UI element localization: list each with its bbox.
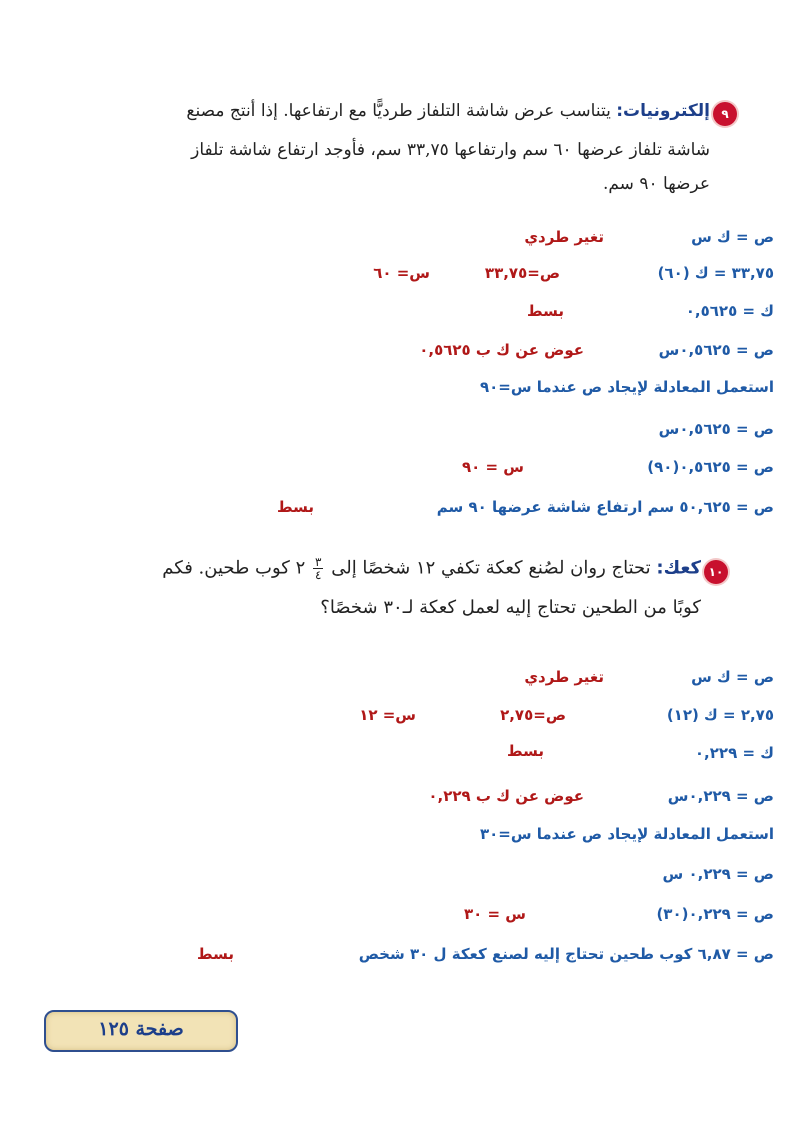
sol9-row-1-note: تغير طردي: [524, 228, 604, 246]
sol9-row-2-note-y: ص=٣٣,٧٥: [484, 264, 560, 282]
sol10-row-4-equation: ص = ٠,٢٢٩س: [667, 787, 774, 805]
question-9-title: إلكترونيات:: [616, 101, 710, 121]
question-9-line-3: عرضها ٩٠ سم.: [602, 174, 710, 194]
sol10-row-4-note: عوض عن ك ب ٠,٢٢٩: [428, 787, 584, 805]
question-10-fraction: [313, 556, 323, 581]
sol9-row-3-note: بسط: [527, 302, 564, 320]
question-10-title: كعك:: [656, 557, 701, 579]
sol9-row-3-equation: ك = ٠,٥٦٢٥: [685, 302, 774, 320]
question-10-number-badge: ١٠: [704, 560, 728, 584]
sol10-row-5-text: استعمل المعادلة لإيجاد ص عندما س=٣٠: [479, 825, 774, 843]
sol10-row-1-equation: ص = ك س: [691, 668, 774, 686]
sol10-row-2-equation: ٢,٧٥ = ك (١٢): [666, 706, 774, 724]
sol10-row-8-answer: ص = ٦,٨٧ كوب طحين تحتاج إليه لصنع كعكة ل ٣٠ شخص: [358, 945, 774, 963]
sol10-row-3-note: بسط: [507, 742, 544, 760]
sol10-row-2-note-y: ص=٢,٧٥: [500, 706, 566, 724]
sol10-row-8-note: بسط: [197, 945, 234, 963]
sol9-row-2-equation: ٣٣,٧٥ = ك (٦٠): [657, 264, 774, 282]
sol9-row-1-equation: ص = ك س: [691, 228, 774, 246]
sol9-row-5-text: استعمل المعادلة لإيجاد ص عندما س=٩٠: [479, 378, 774, 396]
question-10-text-1b: كوب طحين. فكم: [162, 557, 290, 579]
sol9-row-8-note: بسط: [277, 498, 314, 516]
page-number-box: [44, 1010, 238, 1052]
sol9-row-7-note: س = ٩٠: [461, 458, 524, 476]
question-9-line-2: شاشة تلفاز عرضها ٦٠ سم وارتفاعها ٣٣,٧٥ سم، فأوجد ارتفاع شاشة تلفاز: [191, 140, 710, 160]
question-9-number-badge: ٩: [713, 102, 737, 126]
sol10-row-3-equation: ك = ٠,٢٢٩: [694, 744, 774, 762]
sol10-row-2-note-x: س= ١٢: [359, 706, 416, 724]
sol9-row-2-note-x: س= ٦٠: [373, 264, 430, 282]
question-9-line-1: [186, 101, 710, 121]
sol9-row-4-note: عوض عن ك ب ٠,٥٦٢٥: [419, 341, 584, 359]
question-10-line-1: [162, 556, 701, 581]
question-9-text-1: يتناسب عرض شاشة التلفاز طرديًّا مع ارتفاعها. إذا أنتج مصنع: [186, 101, 611, 121]
question-10-text-1a: تحتاج روان لصُنع كعكة تكفي ١٢ شخصًا إلى: [331, 557, 651, 579]
question-10-line-2: كوبًا من الطحين تحتاج إليه لعمل كعكة لـ٣٠ شخصًا؟: [320, 597, 701, 618]
fraction-denominator: ٤: [315, 568, 322, 582]
fraction-numerator: ٣: [315, 555, 322, 569]
sol9-row-6-equation: ص = ٠,٥٦٢٥س: [658, 420, 774, 438]
sol10-row-7-note: س = ٣٠: [463, 905, 526, 923]
page-number-label: صفحة ١٢٥: [98, 1018, 184, 1040]
sol10-row-6-equation: ص = ٠,٢٢٩ س: [662, 865, 774, 883]
sol10-row-1-note: تغير طردي: [524, 668, 604, 686]
sol9-row-7-equation: ص = ٠,٥٦٢٥(٩٠): [647, 458, 774, 476]
sol9-row-4-equation: ص = ٠,٥٦٢٥س: [658, 341, 774, 359]
sol9-row-8-answer: ص = ٥٠,٦٢٥ سم ارتفاع شاشة عرضها ٩٠ سم: [436, 498, 774, 516]
fraction-whole-part: ٢: [295, 557, 306, 579]
sol10-row-7-equation: ص = ٠,٢٢٩(٣٠): [656, 905, 774, 923]
